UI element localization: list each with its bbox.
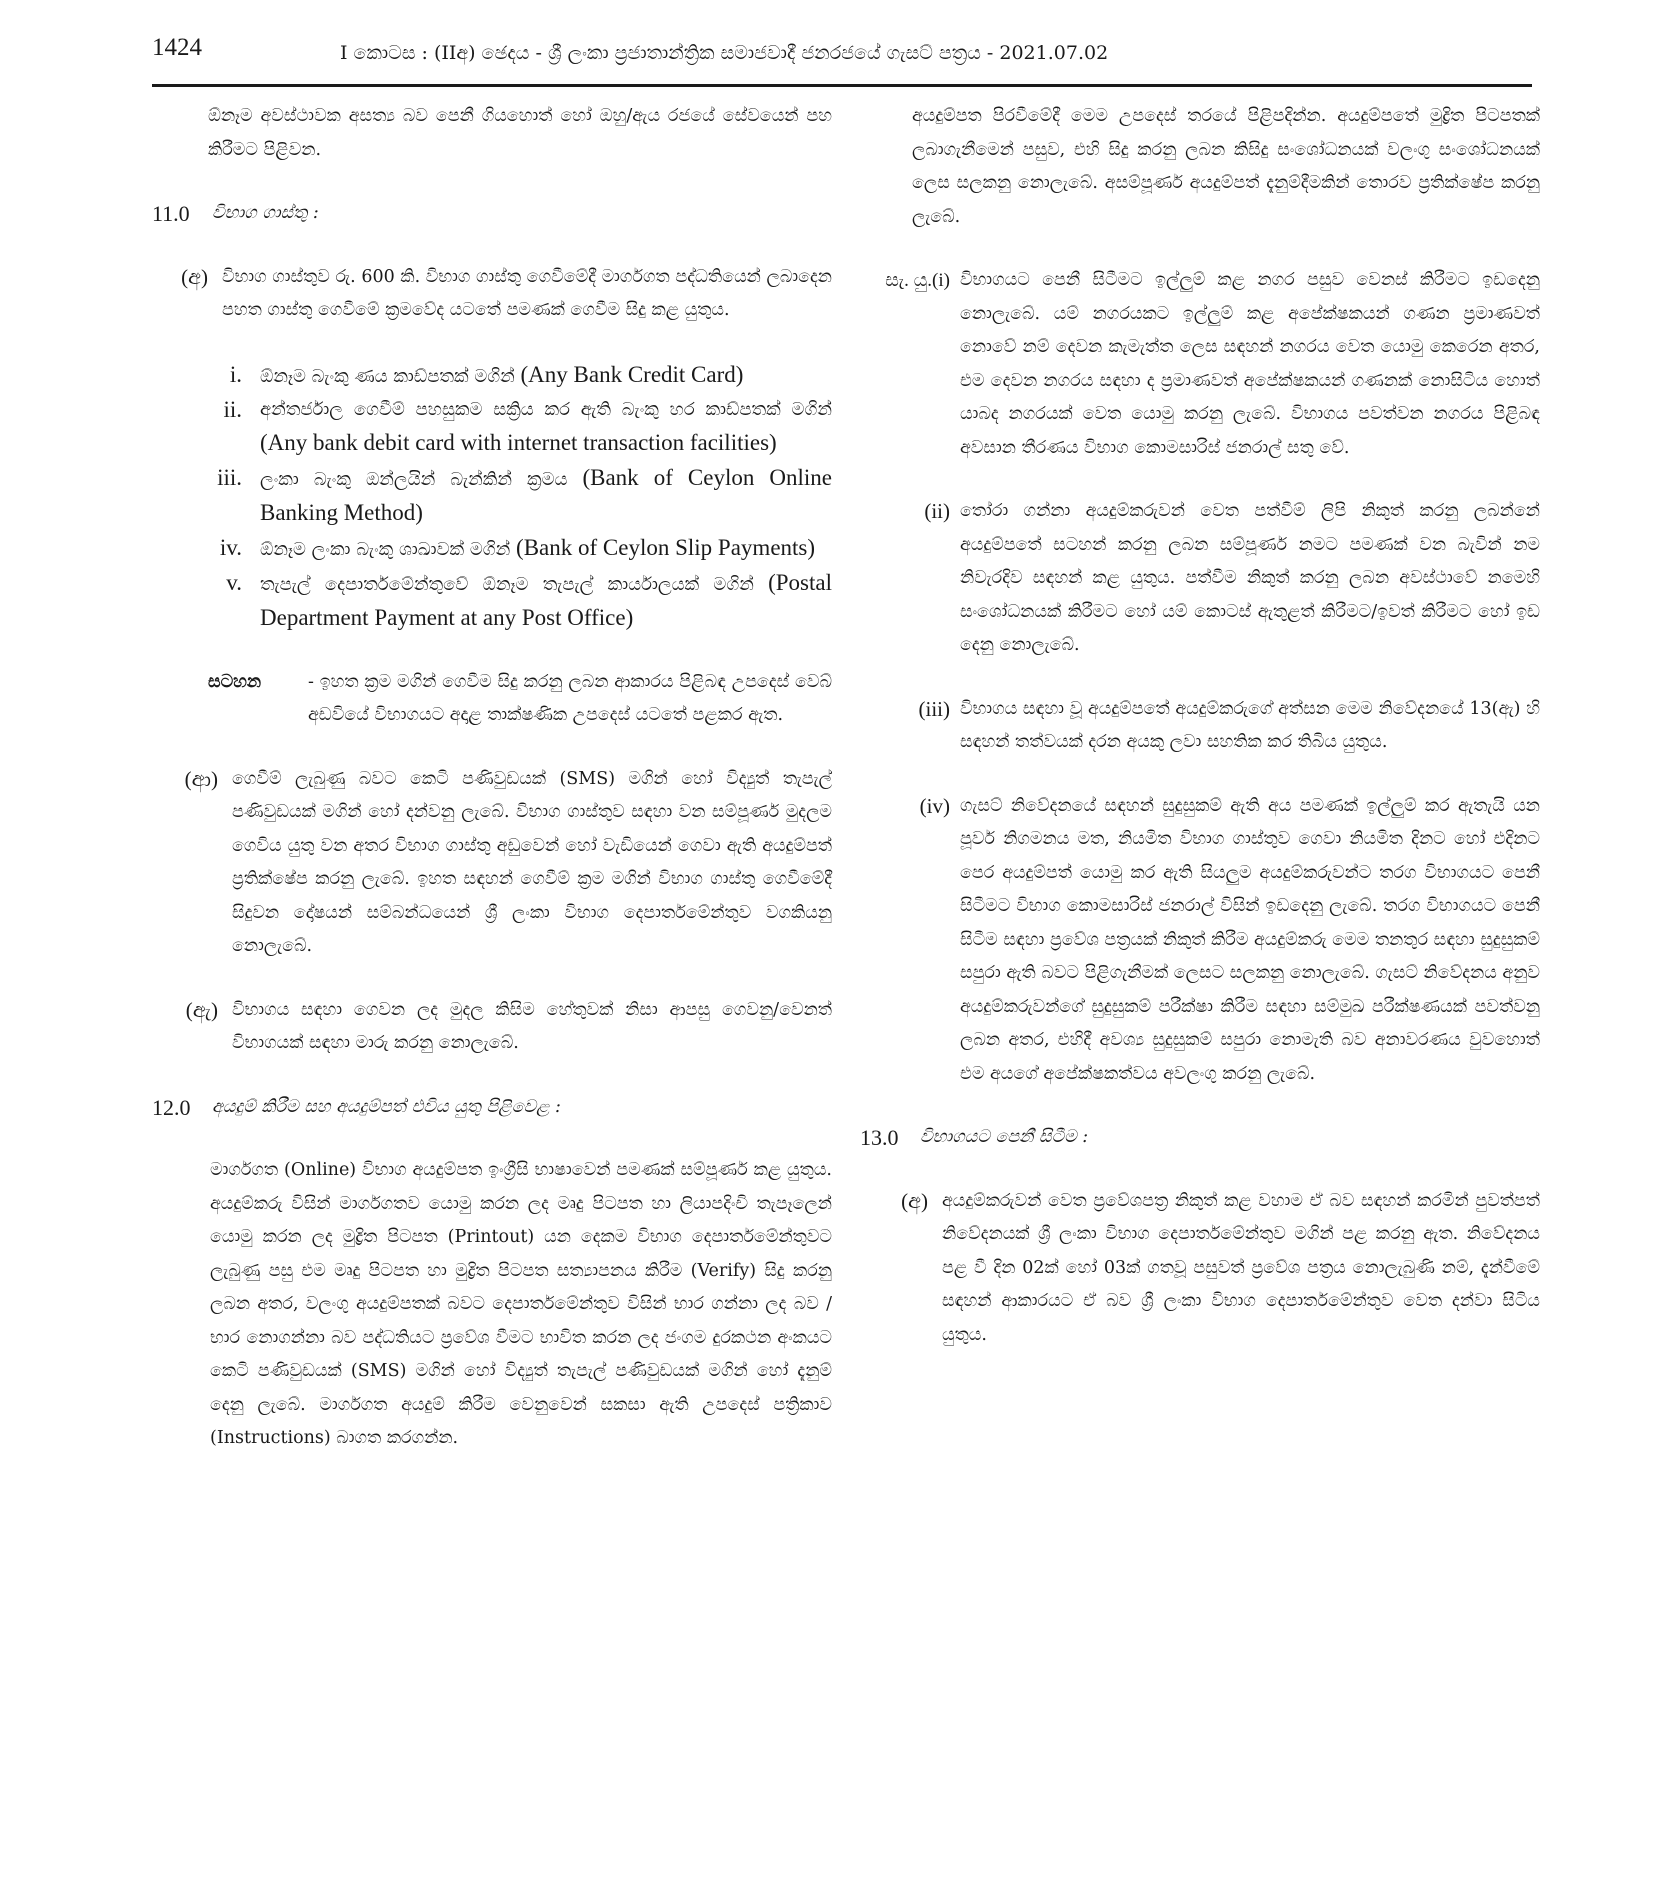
- item-label: (අ): [181, 264, 208, 289]
- section-12-body: මාර්ගගත (Online) විභාග අයදුම්පත ඉංග්‍රීසි භාෂාවෙන් පමණක් සම්පූර්ණ කළ යුතුය. අයදුම්කරු විසින් මාර්ගගතව යොමු කරන ලද මෘදු පිටපත හා ලියාපදිංචි තැපෑලෙන් යොමු කරන ලද මුද්‍රිත පිටපත (Printout) යන දෙකම විභාග දෙපාර්තමේන්තුවට ලැබුණු පසු එම මෘදු පිටපත හා මුද්‍රිත පිටපත සත්‍යාපනය කිරීම (Verify) සිදු කරනු ලබන අතර, වලංගු අයදුම්පතක් බවට දෙපාර්තමේන්තුව විසින් භාර ගන්නා ලද බව /භාර නොගන්නා බව පද්ධතියට ප්‍රවේශ වීමට භාවිත කරන ලද ජංගම දුරකථන අංකයට කෙටි පණිවුඩයක් (SMS) මගින් හෝ විද්‍යුත් තැපැල් පණිවුඩයක් මගින් හෝ දැනුම් දෙනු ලැබේ. මාර්ගගත අයදුම් කිරීම වෙනුවෙන් සකසා ඇති උපදෙස් පත්‍රිකාව (Instructions) බාගත කරගන්න.: [210, 1160, 832, 1448]
- section-11-title: විභාග ගාස්තු :: [212, 203, 319, 223]
- section-12-number: 12.0: [152, 1094, 191, 1120]
- item-text: ගෙවීම් ලැබුණු බවට කෙටි පණිවුඩයක් (SMS) මගින් හෝ විද්‍යුත් තැපැල් පණිවුඩයක් මගින් හෝ දන්වනු ලැබේ. විභාග ගාස්තුව සඳහා වන සම්පූර්ණ මුදලම ගෙවිය යුතු වන අතර විභාග ගාස්තු අඩුවෙන් හෝ වැඩියෙන් ගෙවා ඇති අයදුම්පත් ප්‍රතික්ෂේප කරනු ලැබේ. ඉහත සඳහන් ගෙවීම් ක්‍රම මගින් විභාග ගාස්තු ගෙවීමේදී සිදුවන දෝෂයන් සම්බන්ධයෙන් ශ්‍රී ලංකා විභාග දෙපාර්තමේන්තුව වගකියනු නොලැබේ.: [232, 768, 832, 956]
- note-item-text: විභාගයට පෙනී සිටීමට ඉල්ලුම් කළ නගර පසුව වෙනස් කිරීමට ඉඩදෙනු නොලැබේ. යම් නගරයකට ඉල්ලුම් කළ අපේක්ෂකයන් ගණන ප්‍රමාණවත් නොවේ නම් දෙවන කැමැත්ත ලෙස සඳහන් නගරය වෙත යොමු කෙරෙන අතර, එම දෙවන නගරය සඳහා ද ප්‍රමාණවත් අපේක්ෂකයන් ගණනක් නොසිටිය හොත් යාබද නගරයක් වෙත යොමු කරනු ලැබේ. විභාගය පවත්වන නගරය පිළිබඳ අවසාන තීරණය විභාග කොමසාරිස් ජනරාල් සතු වේ.: [960, 270, 1540, 458]
- item-text: අයදුම්කරුවන් වෙත ප්‍රවේශපත්‍ර නිකුත් කළ වහාම ඒ බව සඳහන් කරමින් පුවත්පත් නිවේදනයක් ශ්‍රී ලංකා විභාග දෙපාර්තමේන්තුව මගින් පළ කරනු ඇත. නිවේදනය පළ වී දින 02ක් හෝ 03ක් ගතවූ පසුවත් ප්‍රවේශ පත්‍රය නොලැබුණි නම්, දැන්වීමේ සඳහන් ආකාරයට ඒ බව ශ්‍රී ලංකා විභාග දෙපාර්තමේන්තුව වෙත දන්වා සිටිය යුතුය.: [942, 1190, 1540, 1345]
- payment-method-label: iv.: [219, 534, 242, 560]
- item-label: (ඇ): [185, 997, 218, 1022]
- payment-method-english: (Bank of Ceylon Online Banking Method): [260, 464, 832, 525]
- payment-method-sinhala: ලංකා බැංකු ඔන්ලයින් බැන්කින් ක්‍රමය: [260, 468, 568, 490]
- right-column: [860, 100, 1540, 1352]
- payment-method-sinhala: තැපැල් දෙපාර්තමේන්තුවේ ඕනෑම තැපැල් කාර්යාලයක් මගින්: [260, 573, 754, 595]
- payment-method-sinhala: ඕනෑම බැංකු ණය කාඩ්පතක් මගින්: [260, 365, 515, 387]
- section-13-title: විභාගයට පෙනී සිටීම :: [920, 1127, 1089, 1147]
- section-11-heading: [152, 197, 832, 231]
- item-text: විභාග ගාස්තුව රු. 600 කි. විභාග ගාස්තු ගෙවීමේදී මාර්ගගත පද්ධතියෙන් ලබාදෙන පහත ගාස්තු ගෙවීමේ ක්‍රමවේද යටතේ පමණක් ගෙවීම සිදු කළ යුතුය.: [222, 266, 832, 320]
- intro-paragraph: ඕනෑම අවස්ථාවක අසත්‍ය බව පෙනී ගියහොත් හෝ ඔහු/ඇය රජයේ සේවයෙන් පහ කිරීමට පිළිවන.: [208, 106, 832, 160]
- item-label: (අ): [901, 1188, 928, 1213]
- header-rule: [152, 84, 1532, 87]
- note-item-text: තෝරා ගන්නා අයදුම්කරුවන් වෙත පත්වීම් ලිපි නිකුත් කරනු ලබන්නේ අයදුම්පතේ සටහන් කරනු ලබන සම්පූර්ණ නමට පමණක් වන බැවින් නම නිවැරදිව සඳහන් කළ යුතුය. පත්වීම නිකුත් කරනු ලබන අවස්ථාවේ නමෙහි සංශෝධනයක් කිරීමට හෝ යම් කොටස් ඇතුළත් කිරීමට/ඉවත් කිරීමට හෝ ඉඩ දෙනු නොලැබේ.: [960, 501, 1540, 655]
- section-12-title: අයදුම් කිරීම සහ අයදුම්පත් එවිය යුතු පිළිවෙළ :: [212, 1096, 561, 1117]
- section-12-heading: [152, 1091, 832, 1125]
- payment-method-item: [152, 531, 832, 566]
- section-13-heading: [860, 1121, 1540, 1155]
- note-item-label: (iv): [919, 793, 950, 818]
- note-item-text: ගැසට් නිවේදනයේ සඳහන් සුදුසුකම් ඇති අය පමණක් ඉල්ලුම් කර ඇතැයි යන පූර්ව නිගමනය මත, නියමිත විභාග ගාස්තුව ගෙවා නියමිත දිනට හෝ එදිනට පෙර අයදුම්පත් යොමු කර ඇති සියලුම අයදුම්කරුවන්ට තරග විභාගයට පෙනී සිටීමට විභාග කොමසාරිස් ජනරාල් විසින් ඉඩදෙනු ලැබේ. තරග විභාගයට පෙනී සිටීම සඳහා ප්‍රවේශ පත්‍රයක් නිකුත් කිරීම අයදුම්කරු මෙම තනතුර සඳහා සුදුසුකම් සපුරා ඇති බවට පිළිගැනීමක් ලෙසට සලකනු නොලැබේ. ගැසට් නිවේදනය අනුව අයදුම්කරුවන්ගේ සුදුසුකම් පරීක්ෂා කිරීම සඳහා සම්මුඛ පරීක්ෂණයක් පවත්වනු ලබන අතර, එහිදී අවශ්‍ය සුදුසුකම් සපුරා නොමැති බව අනාවරණය වුවහොත් එම අයගේ අපේක්ෂකත්වය අවලංගු කරනු ලැබේ.: [960, 795, 1540, 1084]
- note-item: [860, 264, 1540, 465]
- payment-method-sinhala: අන්තර්ජාල ගෙවීම් පහසුකම සක්‍රිය කර ඇති බැංකු හර කාඩ්පතක් මගින්: [260, 398, 832, 420]
- payment-method-english: (Postal Department Payment at any Post Office): [260, 569, 832, 630]
- note-item: [860, 790, 1540, 1092]
- section-13-number: 13.0: [860, 1125, 899, 1150]
- continued-paragraph: අයදුම්පත පිරවීමේදී මෙම උපදෙස් තරයේ පිළිපදින්න. අයදුම්පතේ මුද්‍රිත පිටපතක් ලබාගැනීමෙන් පසුව, එහි සිදු කරනු ලබන කිසිදු සංශෝධනයක් වලංගු සංශෝධනයක් ලෙස සලකනු නොලැබේ. අසම්පූර්ණ අයදුම්පත් දැනුම්දීමකින් තොරව ප්‍රතික්ෂේප කරනු ලැබේ.: [912, 106, 1540, 227]
- payment-method-english: (Any bank debit card with internet transaction facilities): [260, 429, 777, 455]
- page-number: 1424: [152, 34, 202, 61]
- page-header: I කොටස : (IIඅ) ඡෙදය - ශ්‍රී ලංකා ප්‍රජාතාන්ත්‍රික සමාජවාදී ජනරජයේ ගැසට් පත්‍රය - 2021.07.02: [340, 42, 1109, 64]
- payment-method-sinhala: ඕනෑම ලංකා බැංකු ශාඛාවක් මගින්: [260, 538, 511, 560]
- note-block: [152, 666, 832, 733]
- note-item-label: (iii): [918, 696, 950, 721]
- note-label: සටහන: [208, 671, 262, 692]
- note-text: - ඉහත ක්‍රම මගින් ගෙවීම සිදු කරනු ලබන ආකාරය පිළිබඳ උපදෙස් වෙබ් අඩවියේ විභාගයට අදාළ තාක්ෂණික උපදෙස් යටතේ පළකර ඇත.: [308, 671, 832, 725]
- payment-method-label: i.: [229, 361, 242, 387]
- section-11-item-ae: [152, 994, 832, 1061]
- note-item: [860, 495, 1540, 663]
- note-item: [860, 693, 1540, 760]
- payment-method-item: [152, 461, 832, 531]
- note-item-text: විභාගය සඳහා වූ අයදුම්පතේ අයදුම්කරුගේ අත්සන මෙම නිවේදනයේ 13(ඇ) හි සඳහන් තත්වයක් දරන අයකු ලවා සහතික කර තිබිය යුතුය.: [960, 698, 1540, 752]
- item-text: විභාගය සඳහා ගෙවන ලද මුදල කිසිම හේතුවක් නිසා ආපසු ගෙවනු/වෙනත් විභාගයක් සඳහා මාරු කරනු නොලැබේ.: [232, 999, 832, 1053]
- payment-method-english: (Bank of Ceylon Slip Payments): [516, 534, 816, 560]
- left-column: [152, 100, 832, 1456]
- payment-method-label: v.: [226, 569, 242, 595]
- payment-method-item: [152, 566, 832, 636]
- section-11-number: 11.0: [152, 201, 190, 226]
- section-13-item-a: [860, 1185, 1540, 1353]
- item-label: (ආ): [184, 766, 218, 791]
- note-item-label: සැ. යු.(i): [885, 270, 950, 291]
- payment-method-item: [152, 393, 832, 461]
- note-item-label: (ii): [924, 499, 950, 523]
- section-11-item-aa: [152, 763, 832, 964]
- payment-method-label: ii.: [223, 396, 242, 422]
- section-11-item-a: [152, 261, 832, 328]
- payment-method-item: [152, 358, 832, 393]
- payment-method-label: iii.: [217, 464, 242, 490]
- payment-method-english: (Any Bank Credit Card): [520, 361, 744, 387]
